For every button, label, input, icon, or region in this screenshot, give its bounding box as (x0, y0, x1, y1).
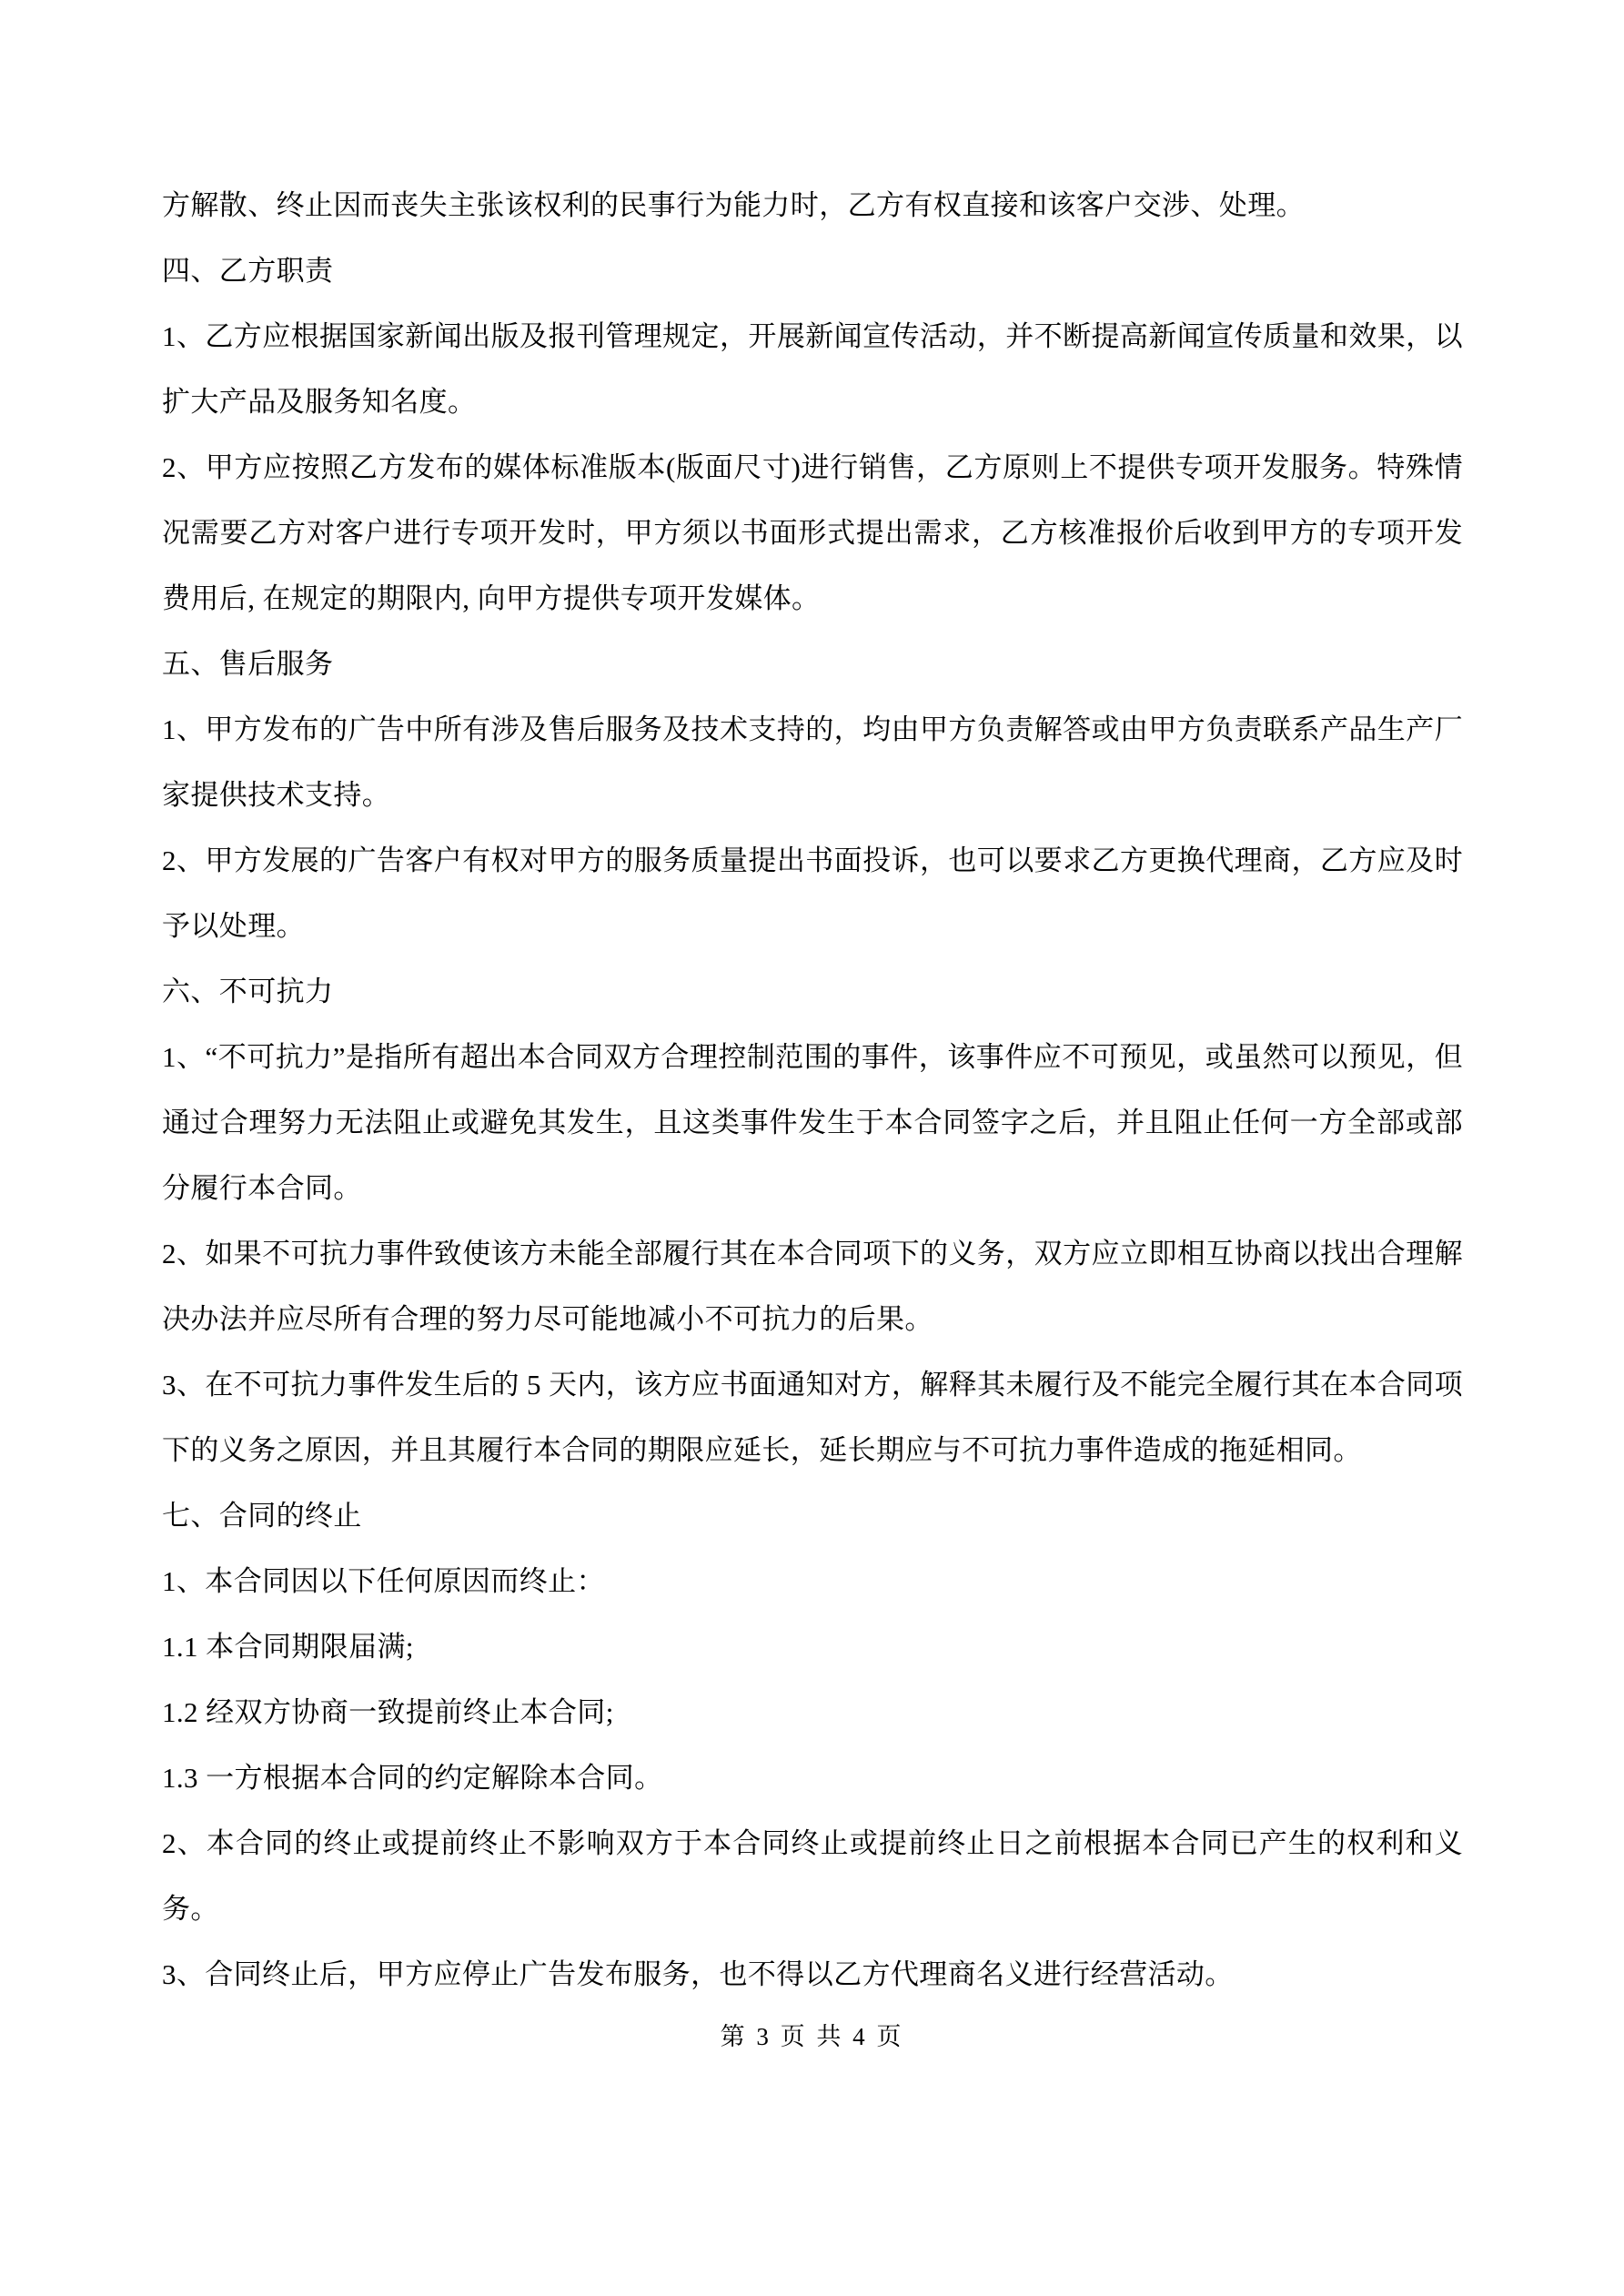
paragraph: 方解散、终止因而丧失主张该权利的民事行为能力时，乙方有权直接和该客户交涉、处理。 (162, 189, 1305, 221)
paragraph: 1、甲方发布的广告中所有涉及售后服务及技术支持的，均由甲方负责解答或由甲方负责联系产品生产厂家提供技术支持。 (162, 713, 1463, 811)
paragraph: 1、本合同因以下任何原因而终止： (162, 1565, 605, 1597)
page-footer: 第 3 页 共 4 页 (720, 2023, 904, 2050)
paragraph: 1、乙方应根据国家新闻出版及报刊管理规定，开展新闻宣传活动，并不断提高新闻宣传质量和效果，以扩大产品及服务知名度。 (162, 320, 1463, 418)
section-heading: 四、乙方职责 (162, 255, 334, 287)
document-body (162, 173, 1463, 2008)
paragraph: 2、如果不可抗力事件致使该方未能全部履行其在本合同项下的义务，双方应立即相互协商以找出合理解决办法并应尽所有合理的努力尽可能地减小不可抗力的后果。 (162, 1238, 1463, 1335)
paragraph: 1.2 经双方协商一致提前终止本合同; (162, 1696, 614, 1728)
section-heading: 六、不可抗力 (162, 976, 334, 1007)
paragraph: 3、合同终止后，甲方应停止广告发布服务，也不得以乙方代理商名义进行经营活动。 (162, 1958, 1234, 1990)
paragraph: 2、甲方发展的广告客户有权对甲方的服务质量提出书面投诉，也可以要求乙方更换代理商，乙方应及时予以处理。 (162, 845, 1463, 942)
paragraph: 2、甲方应按照乙方发布的媒体标准版本(版面尺寸)进行销售，乙方原则上不提供专项开发服务。特殊情况需要乙方对客户进行专项开发时，甲方须以书面形式提出需求，乙方核准报价后收到甲方的专项开发费用后, 在规定的期限内, 向甲方提供专项开发媒体。 (162, 451, 1463, 614)
paragraph: 1、“不可抗力”是指所有超出本合同双方合理控制范围的事件，该事件应不可预见，或虽然可以预见，但通过合理努力无法阻止或避免其发生，且这类事件发生于本合同签字之后，并且阻止任何一方全部或部分履行本合同。 (162, 1041, 1463, 1204)
section-heading: 五、售后服务 (162, 648, 334, 680)
paragraph: 1.3 一方根据本合同的约定解除本合同。 (162, 1762, 663, 1794)
paragraph: 2、本合同的终止或提前终止不影响双方于本合同终止或提前终止日之前根据本合同已产生的权利和义务。 (162, 1827, 1463, 1925)
section-heading: 七、合同的终止 (162, 1500, 362, 1532)
paragraph: 1.1 本合同期限届满; (162, 1631, 414, 1663)
paragraph: 3、在不可抗力事件发生后的 5 天内，该方应书面通知对方，解释其未履行及不能完全履行其在本合同项下的义务之原因，并且其履行本合同的期限应延长，延长期应与不可抗力事件造成的拖延相同。 (162, 1369, 1463, 1466)
